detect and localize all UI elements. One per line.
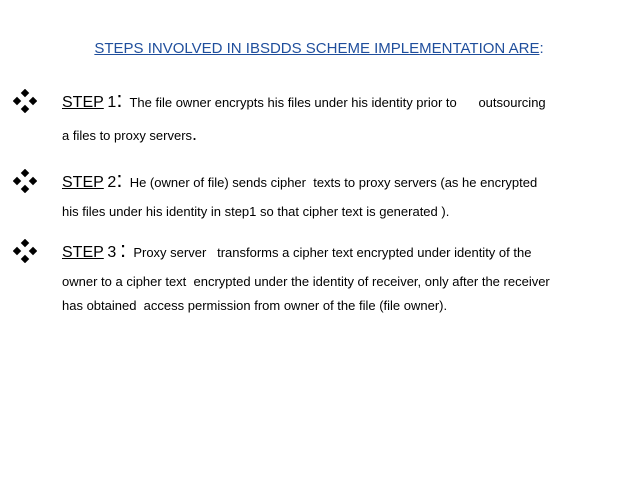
step-1-line-1 (62, 87, 546, 113)
step-3-label: STEP (62, 244, 104, 261)
step-3-text-line-1: Proxy server transforms a cipher text encrypted under identity of the (133, 245, 532, 260)
step-3-text-line-2: owner to a cipher text encrypted under the identity of receiver, only after the receiver (62, 274, 550, 289)
step-1-line-2 (62, 124, 197, 146)
step-3-line-1 (62, 237, 532, 263)
step-3-line-3 (62, 296, 447, 316)
diamond-bullet-icon (13, 169, 37, 193)
step-3-number: 3 (107, 244, 117, 261)
step-2-line-2 (62, 202, 449, 222)
slide-title (0, 40, 638, 57)
step-2-label: STEP (62, 174, 104, 191)
slide-title-colon: : (539, 40, 544, 57)
step-2-colon: : (116, 167, 123, 192)
step-3-colon: : (119, 237, 127, 262)
diamond-bullet-icon (13, 239, 37, 263)
slide-title-text: STEPS INVOLVED IN IBSDDS SCHEME IMPLEMENTATION ARE (94, 40, 540, 57)
diamond-bullet-icon (13, 89, 37, 113)
step-2-text-line-1: He (owner of file) sends cipher texts to proxy servers (as he encrypted (129, 175, 538, 190)
step-1-trailing: . (192, 124, 198, 144)
step-1-label: STEP (62, 94, 104, 111)
step-1-number: 1 (107, 94, 117, 111)
step-1-colon: : (116, 87, 123, 112)
step-2-line-1 (62, 167, 538, 193)
step-1-text-line-2: a files to proxy servers (62, 128, 193, 143)
step-2-text-line-2: his files under his identity in step1 so that cipher text is generated ). (62, 204, 450, 219)
step-2-number: 2 (107, 174, 117, 191)
step-1-text-line-1: The file owner encrypts his files under his identity prior to outsourcing (129, 95, 546, 110)
step-3-text-line-3: has obtained access permission from owner of the file (file owner). (62, 298, 448, 313)
step-3-line-2 (62, 272, 550, 292)
